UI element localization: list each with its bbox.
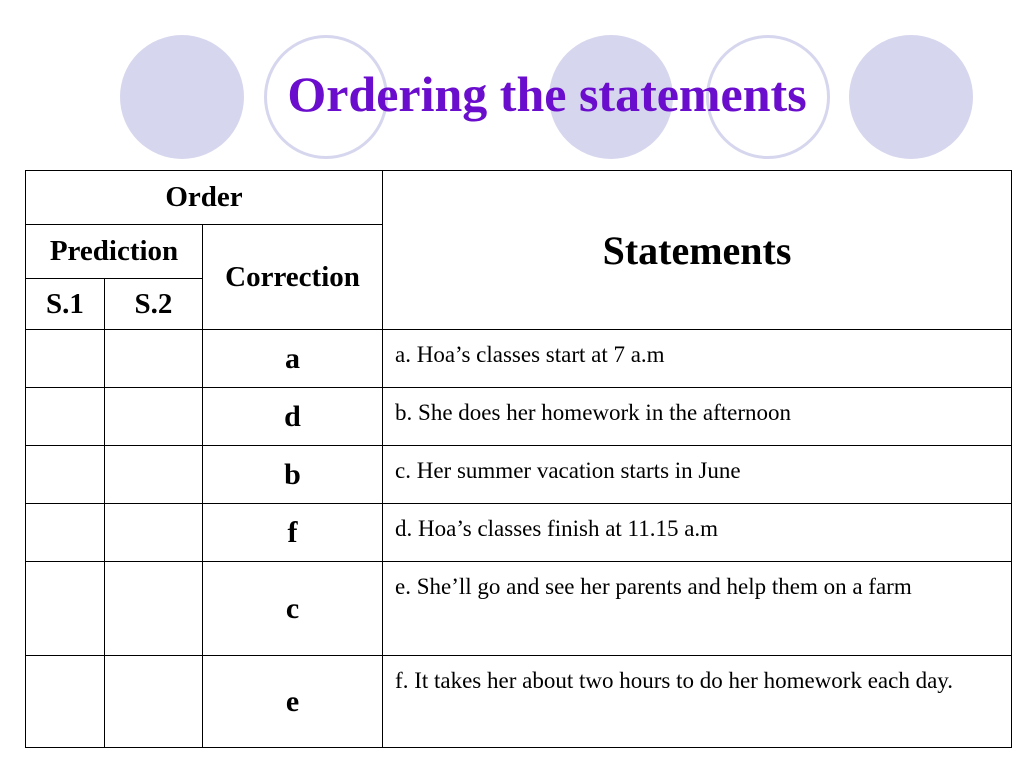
s1-cell[interactable] xyxy=(26,330,105,388)
table-row xyxy=(26,330,1012,388)
s1-cell[interactable] xyxy=(26,446,105,504)
header-statements: Statements xyxy=(383,171,1012,330)
header-correction: Correction xyxy=(203,225,383,330)
statement-text: a. Hoa’s classes start at 7 a.m xyxy=(395,342,665,367)
table-row xyxy=(26,388,1012,446)
statement-cell xyxy=(383,562,1012,656)
statement-text: f. It takes her about two hours to do her homework each day. xyxy=(395,668,954,693)
header-s1: S.1 xyxy=(26,279,105,330)
table-row xyxy=(26,656,1012,748)
header-prediction: Prediction xyxy=(26,225,203,279)
ordering-table xyxy=(25,170,1012,748)
s2-cell[interactable] xyxy=(105,656,203,748)
correction-cell: e xyxy=(203,656,383,748)
s2-cell[interactable] xyxy=(105,504,203,562)
correction-cell: d xyxy=(203,388,383,446)
statement-text: c. Her summer vacation starts in June xyxy=(395,458,741,483)
statement-cell xyxy=(383,330,1012,388)
statement-cell xyxy=(383,446,1012,504)
s2-cell[interactable] xyxy=(105,330,203,388)
header-order: Order xyxy=(26,171,383,225)
s1-cell[interactable] xyxy=(26,656,105,748)
s2-cell[interactable] xyxy=(105,562,203,656)
statement-cell xyxy=(383,656,1012,748)
correction-cell: a xyxy=(203,330,383,388)
table-row xyxy=(26,504,1012,562)
table-row xyxy=(26,562,1012,656)
statement-text: d. Hoa’s classes finish at 11.15 a.m xyxy=(395,516,719,541)
correction-cell: b xyxy=(203,446,383,504)
s1-cell[interactable] xyxy=(26,388,105,446)
table-row xyxy=(26,446,1012,504)
correction-cell: c xyxy=(203,562,383,656)
correction-cell: f xyxy=(203,504,383,562)
header-s2: S.2 xyxy=(105,279,203,330)
s1-cell[interactable] xyxy=(26,562,105,656)
s2-cell[interactable] xyxy=(105,446,203,504)
s1-cell[interactable] xyxy=(26,504,105,562)
statement-cell xyxy=(383,504,1012,562)
statement-text: e. She’ll go and see her parents and help them on a farm xyxy=(395,574,912,599)
statement-cell xyxy=(383,388,1012,446)
s2-cell[interactable] xyxy=(105,388,203,446)
slide-title: Ordering the statements xyxy=(287,66,807,122)
statement-text: b. She does her homework in the afternoon xyxy=(395,400,792,425)
